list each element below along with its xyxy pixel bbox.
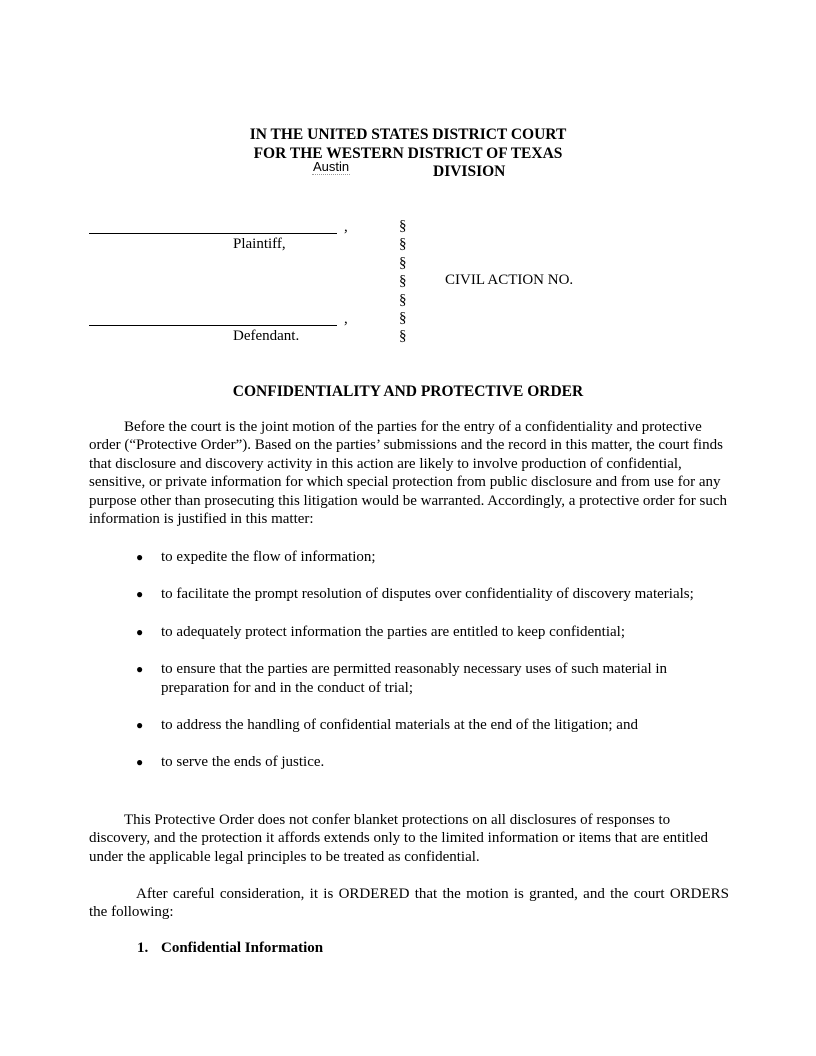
list-item xyxy=(136,623,716,641)
list-item-text: to serve the ends of justice. xyxy=(161,754,325,771)
list-item xyxy=(136,753,716,771)
list-item-text: to address the handling of confidential materials at the end of the litigation; and xyxy=(161,717,638,734)
scope-paragraph: This Protective Order does not confer blanket protections on all disclosures of responses to discovery, and the protection it affords extends only to the limited information or items that are entitled under the applicable legal principles to be treated as confidential. xyxy=(89,812,709,865)
plaintiff-comma: , xyxy=(344,219,348,235)
bullet-icon: ● xyxy=(136,718,144,733)
document-title: CONFIDENTIALITY AND PROTECTIVE ORDER xyxy=(232,383,584,400)
section-symbol: § xyxy=(399,328,407,345)
section-symbol: § xyxy=(399,309,407,326)
bullet-icon: ● xyxy=(136,755,144,770)
plaintiff-name-line[interactable] xyxy=(89,233,337,234)
bullet-icon: ● xyxy=(136,587,144,602)
section-symbol-column xyxy=(399,217,411,346)
plaintiff-label: Plaintiff, xyxy=(233,236,286,252)
section-symbol: § xyxy=(399,236,407,253)
defendant-name-line[interactable] xyxy=(89,325,337,326)
division-label: DIVISION xyxy=(433,163,506,180)
section-symbol: § xyxy=(399,254,407,271)
section-symbol: § xyxy=(399,291,407,308)
bullet-icon: ● xyxy=(136,662,144,677)
order-paragraph: After careful consideration, it is ORDERED that the motion is granted, and the court ORDERS the following: xyxy=(89,886,729,921)
defendant-comma: , xyxy=(344,311,348,327)
list-item xyxy=(136,585,716,603)
list-item-text: to facilitate the prompt resolution of disputes over confidentiality of discovery materials; xyxy=(161,586,694,603)
list-item xyxy=(136,716,716,734)
list-item-text: to adequately protect information the parties are entitled to keep confidential; xyxy=(161,623,625,640)
section-symbol: § xyxy=(399,273,407,290)
list-item xyxy=(136,660,716,697)
division-input[interactable]: Austin xyxy=(313,159,350,174)
list-item xyxy=(136,548,716,566)
intro-paragraph: Before the court is the joint motion of the parties for the entry of a confidentiality and protective order (“Protective Order”). Based on the parties’ submissions and the record in this matter, the court finds that disclosure and discovery activity in this action are likely to involve production of confidential, sensitive, or private information for which special protection from public disclosure and from use for any purpose other than prosecuting this litigation would be warranted. Accordingly, a protective order for such information is justified in this matter: xyxy=(89,419,728,528)
defendant-label: Defendant. xyxy=(233,328,300,344)
bullet-icon: ● xyxy=(136,624,144,639)
list-item-text: to ensure that the parties are permitted reasonably necessary uses of such material in preparation for and in the conduct of trial; xyxy=(161,661,668,696)
list-item-text: to expedite the flow of information; xyxy=(161,549,376,565)
purpose-list xyxy=(136,548,716,791)
bullet-icon: ● xyxy=(136,550,144,564)
section-1-number: 1. xyxy=(137,940,149,956)
district-name: FOR THE WESTERN DISTRICT OF TEXAS xyxy=(253,145,563,162)
section-symbol: § xyxy=(399,218,407,234)
civil-action-label: CIVIL ACTION NO. xyxy=(445,272,574,288)
court-name: IN THE UNITED STATES DISTRICT COURT xyxy=(249,126,567,143)
section-1-heading: Confidential Information xyxy=(161,940,324,956)
